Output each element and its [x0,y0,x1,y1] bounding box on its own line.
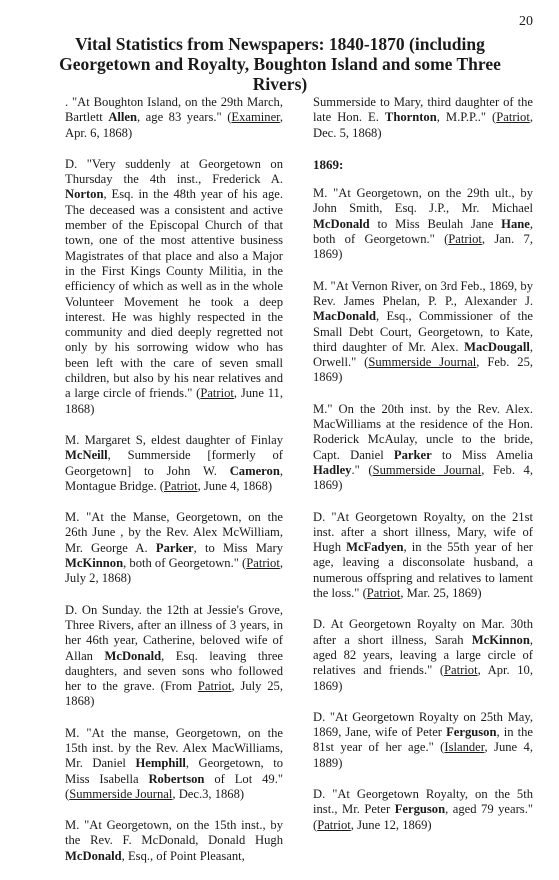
record-text: , Summerside [formerly of Georgetown] to John W. [65,448,283,478]
record-text: , June 4, 1868) [197,478,273,493]
vital-record-entry [65,95,283,141]
record-text: , aged 82 years, leaving a large circle of relatives and friends." ( [313,632,533,678]
newspaper-source: Patriot [317,817,351,832]
record-text: M. "At Georgetown, on the 15th inst., by the Rev. F. McDonald, Donald Hugh [65,818,283,848]
record-text: , Orwell." ( [313,339,533,370]
record-text: M." On the 20th inst. by the Rev. Alex. MacWilliams at the residence of the Hon. Roderick McAulay, uncle to the bride, Capt. Daniel [313,401,533,462]
continued-entries [313,95,533,141]
record-text: M. "At the Manse, Georgetown, on the 26th June , by the Rev. Alex McWilliam, Mr. George A. [65,510,283,555]
newspaper-source: Patriot [444,663,478,678]
record-text: , Jan. 7, 1869) [313,232,533,262]
record-text: D. "At Georgetown Royalty, on the 5th inst., Mr. Peter [313,786,533,817]
record-text: , both of Georgetown." ( [123,556,247,571]
record-text: , Esq. in the 48th year of his age. The deceased was a consistent and active member of the Episcopal Church of that town, one of the most attentive business Magistrates of that place and also a Major in the First Kings County Militia, in the efficiency of which as well as in the whole Volunteer Movement he took a deep interest. He was highly respected in the community and died deeply regretted not only by his sorrowing widow who has been left with the care of seven small children, but also by his near relatives and a large circle of friends." ( [65,187,283,401]
record-text: to Miss Beulah Jane [369,216,502,231]
vital-record-entry [313,279,533,386]
record-text: , in the 55th year of her age, leaving a disconsolate husband, a numerous offspring and relatives to lament the loss." ( [313,540,533,601]
newspaper-source: Patriot [197,679,232,694]
newspaper-source: Summerside Journal [368,355,477,370]
record-text: , July 25, 1868) [65,679,283,709]
newspaper-source: Patriot [448,232,482,247]
record-text: , Georgetown, to Miss Isabella [65,756,283,786]
record-text: M. "At Georgetown, on the 29th ult., by John Smith, Esq. J.P., Mr. Michael [313,186,533,216]
surname: Norton [65,187,104,202]
surname: Hemphill [135,756,186,771]
vital-record-entry [313,402,533,494]
vital-record-entry [65,433,283,494]
record-text: , M.P.P.." ( [436,110,497,125]
surname: MacDougall [464,339,530,354]
surname: Thornton [384,110,437,125]
record-text: , July 2, 1868) [65,556,283,586]
record-text: , June 12, 1869) [350,817,432,832]
vital-record-entry [313,186,533,262]
record-text: , in the 81st year of her age." ( [313,725,533,755]
surname: McDonald [104,648,162,663]
newspaper-source: Patriot [496,110,530,125]
vital-record-entry [313,787,533,833]
entries-1869 [313,186,533,833]
vital-record-entry [313,510,533,602]
surname: McKinnon [471,632,530,647]
surname: Parker [393,447,432,462]
record-text: , Montague Bridge. ( [65,463,283,493]
record-text: , Feb. 25, 1869) [313,355,534,385]
record-text: ." ( [351,462,373,477]
record-text: Summerside to Mary, third daughter of the late Hon. E. [313,95,533,125]
surname: Hadley [313,462,352,477]
newspaper-source: Summerside Journal [69,786,173,801]
record-text: , Dec. 5, 1868) [313,110,533,140]
surname: McKinnon [65,556,124,571]
record-text: D. "At Georgetown Royalty, on the 21st inst. after a short illness, Mary, wife of Hugh [313,509,533,555]
record-text: , Esq., of Point Pleasant, [121,848,245,863]
record-text: D. At Georgetown Royalty on Mar. 30th after a short illness, Sarah [313,617,533,647]
record-text: M. "At Vernon River, on 3rd Feb., 1869, by Rev. James Phelan, P. P., Alexander J. [313,278,533,308]
record-text: of Lot 49." ( [65,771,283,801]
surname: McFadyen [346,540,404,555]
vital-record-entry [65,157,283,417]
surname: Parker [155,540,194,555]
vital-record-entry [313,710,533,771]
surname: McNeill [65,448,108,463]
surname: McDonald [313,216,370,231]
left-column [65,95,283,880]
newspaper-source: Summerside Journal [372,462,482,477]
surname: MacDonald [313,309,376,324]
surname: Ferguson [446,725,497,740]
vital-record-entry [65,818,283,864]
newspaper-source: Patriot [163,478,198,493]
record-text: , Apr. 6, 1868) [65,110,284,140]
record-text: , June 4, 1889) [313,740,534,770]
page-number: 20 [519,14,533,29]
record-text: M. Margaret S, eldest daughter of Finlay [65,432,283,447]
record-text: , both of Georgetown." ( [313,216,533,247]
record-text: , age 83 years." ( [137,110,232,125]
record-text: , Esq., Commissioner of the Small Debt Court, Georgetown, to Kate, third daughter of Mr. Alex. [313,309,533,354]
surname: Ferguson [394,802,446,817]
record-text: to Miss Amelia [431,447,533,462]
record-text: . "At Boughton Island, on the 29th March, Bartlett [65,95,283,125]
record-text: D. "Very suddenly at Georgetown on Thursday the 4th inst., Frederick A. [65,156,283,187]
record-text: , June 11, 1868) [65,386,283,416]
page-title: Vital Statistics from Newspapers: 1840-1870 (including Georgetown and Royalty, Boughton Island and some Three Rivers) [59,34,501,94]
record-text: , Apr. 10, 1869) [313,663,533,693]
record-text: , Mar. 25, 1869) [400,586,482,601]
vital-record-entry [313,95,533,141]
surname: Cameron [229,463,280,478]
record-text: , aged 79 years." ( [313,802,533,832]
surname: Robertson [148,771,205,786]
right-column [313,95,533,849]
vital-record-entry [65,510,283,586]
record-text: , to Miss Mary [193,540,283,555]
surname: Allen [108,110,137,125]
record-text: M. "At the manse, Georgetown, on the 15th inst. by the Rev. Alex MacWilliams, Mr. Daniel [65,725,283,771]
record-text: , Feb. 4, 1869) [313,462,533,493]
vital-record-entry [65,726,283,802]
record-text: , Esq. leaving three daughters, and seven sons who followed her to the grave. (From [65,648,283,694]
record-text: D. On Sunday. the 12th at Jessie's Grove, Three Rivers, after an illness of 3 years, in her 46th year, Catherine, beloved wife of Allan [65,602,283,663]
record-text: , Dec.3, 1868) [172,786,245,801]
vital-record-entry [65,603,283,710]
year-heading: 1869: [313,156,344,172]
newspaper-source: Patriot [200,386,234,401]
newspaper-source: Islander [444,740,485,755]
record-text: D. "At Georgetown Royalty on 25th May, 1869, Jane, wife of Peter [313,709,533,740]
newspaper-source: Patriot [366,586,401,601]
newspaper-source: Examiner [231,110,280,125]
newspaper-source: Patriot [246,556,280,571]
surname: McDonald [65,848,122,863]
vital-record-entry [313,617,533,693]
surname: Hane [501,216,530,231]
